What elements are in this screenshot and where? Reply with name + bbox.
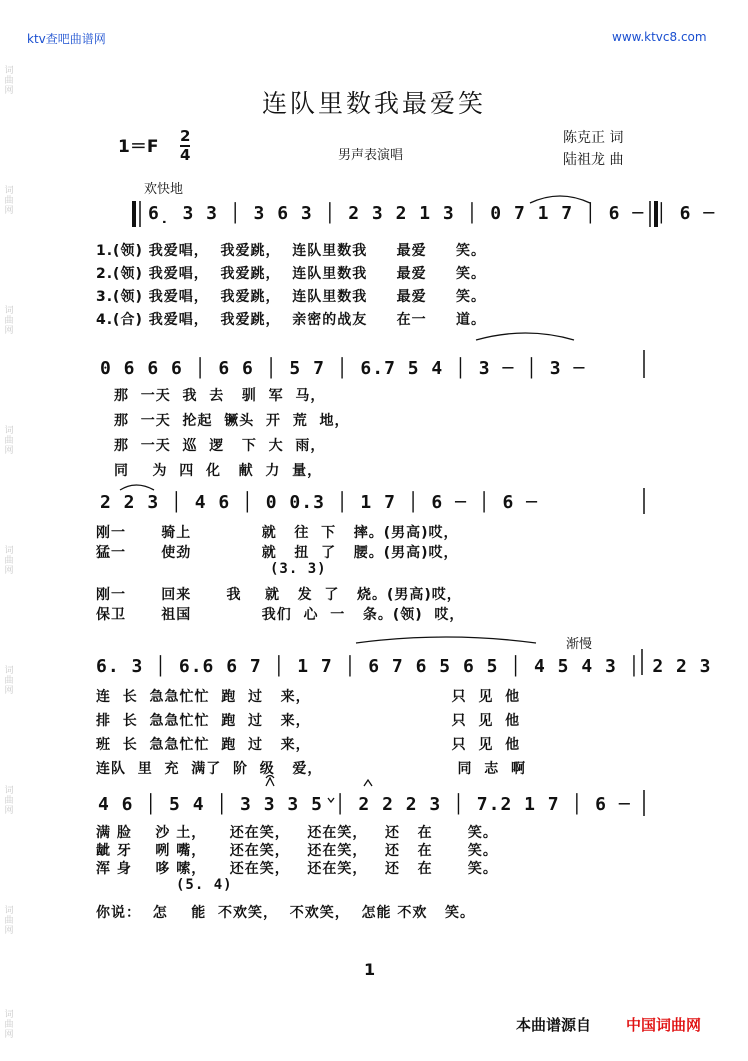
lyric-line: 那 一天 我 去 驯 军 马， [114, 388, 326, 404]
watermark: 词曲网 [4, 786, 14, 816]
lyric-line: 满 脸 沙 土， 还在笑， 还在笑， 还 在 笑。 [96, 825, 498, 841]
watermark: 词曲网 [4, 906, 14, 936]
notation-line-5: 4 6 │ 5 4 │ 3 3 3 5 │ 2 2 2 3 │ 7.2 1 7 │ 6 ─ [98, 794, 631, 815]
lyric-line: 浑 身 哆 嗦， 还在笑， 还在笑， 还 在 笑。 [96, 861, 498, 877]
page-number: 1 [364, 960, 376, 979]
lyric-line: 班 长 急急忙忙 跑 过 来， 只 见 他 [96, 737, 521, 753]
source-link[interactable]: 中国词曲网 [626, 1016, 702, 1034]
lyric-line: 2.(领) 我爱唱， 我爱跳， 连队里数我 最爱 笑。 [96, 266, 486, 282]
watermark: 词曲网 [4, 666, 14, 696]
lyric-line: 连 长 急急忙忙 跑 过 来， 只 见 他 [96, 689, 521, 705]
lyric-line: 4.(合) 我爱唱， 我爱跳， 亲密的战友 在一 道。 [96, 312, 486, 328]
lyric-line: 刚一 骑上 就 往 下 摔。(男高)哎， [96, 525, 459, 541]
lyric-line: 龇 牙 咧 嘴， 还在笑， 还在笑， 还 在 笑。 [96, 843, 498, 859]
key-signature: 1＝F [118, 137, 159, 157]
lyric-line: 连队 里 充 满了 阶 级 爱， 同 志 啊 [96, 761, 526, 777]
source-text: 本曲谱源自 [516, 1016, 592, 1034]
lyric-line: 刚一 回来 我 就 发 了 烧。(男高)哎， [96, 587, 462, 603]
notation-line-4: 6. 3 │ 6.6 6 7 │ 1 7 │ 6 7 6 5 6 5 │ 4 5 4 3 │ 2 2 3 [96, 656, 712, 677]
notation-line-3: 2 2 3 │ 4 6 │ 0 0.3 │ 1 7 │ 6 ─ │ 6 ─ [100, 492, 538, 513]
lyric-line: 那 一天 抡起 镢头 开 荒 地， [114, 413, 350, 429]
watermark: 词曲网 [4, 546, 14, 576]
watermark: 词曲网 [4, 66, 14, 96]
lyric-line: 1.(领) 我爱唱， 我爱跳， 连队里数我 最爱 笑。 [96, 243, 486, 259]
watermark: 词曲网 [4, 426, 14, 456]
auxiliary-notation: (3. 3) [270, 561, 327, 577]
tempo-marking: 欢快地 [144, 182, 184, 197]
lyric-line: 那 一天 巡 逻 下 大 雨， [114, 438, 326, 454]
dynamics-marking: 渐慢 [566, 637, 593, 652]
lyric-line: 排 长 急急忙忙 跑 过 来， 只 见 他 [96, 713, 521, 729]
lyric-line: 你说： 怎 能 不欢笑， 不欢笑， 怎能 不欢 笑。 [96, 905, 475, 921]
lyric-line: 保卫 祖国 我们 心 一 条。(领) 哎， [96, 607, 465, 623]
lyric-line: 同 为 四 化 献 力 量， [114, 463, 323, 479]
watermark: 词曲网 [4, 1010, 14, 1040]
lyric-line: 3.(领) 我爱唱， 我爱跳， 连队里数我 最爱 笑。 [96, 289, 486, 305]
lyricist-credit: 陈克正 词 [563, 130, 624, 146]
time-signature: $\frac{2}{4}$ [180, 127, 191, 164]
composer-credit: 陆祖龙 曲 [563, 152, 624, 168]
performance-note: 男声表演唱 [338, 148, 404, 163]
auxiliary-notation: (5. 4) [176, 877, 233, 893]
notation-line-1: 6̣ 3 3 │ 3 6 3 │ 2 3 2 1 3 │ 0 7 1 7 │ 6 ─ │ 6 ─ [148, 203, 716, 224]
song-title: 连队里数我最爱笑 [261, 89, 486, 118]
watermark: 词曲网 [4, 306, 14, 336]
site-link-right[interactable]: www.ktvc8.com [612, 30, 707, 44]
watermark: 词曲网 [4, 186, 14, 216]
site-link-left[interactable]: ktv查吧曲谱网 [27, 32, 106, 46]
lyric-line: 猛一 使劲 就 扭 了 腰。(男高)哎， [96, 545, 459, 561]
notation-line-2: 0 6 6 6 │ 6 6 │ 5 7 │ 6.7 5 4 │ 3 ─ │ 3 ─ [100, 358, 586, 379]
